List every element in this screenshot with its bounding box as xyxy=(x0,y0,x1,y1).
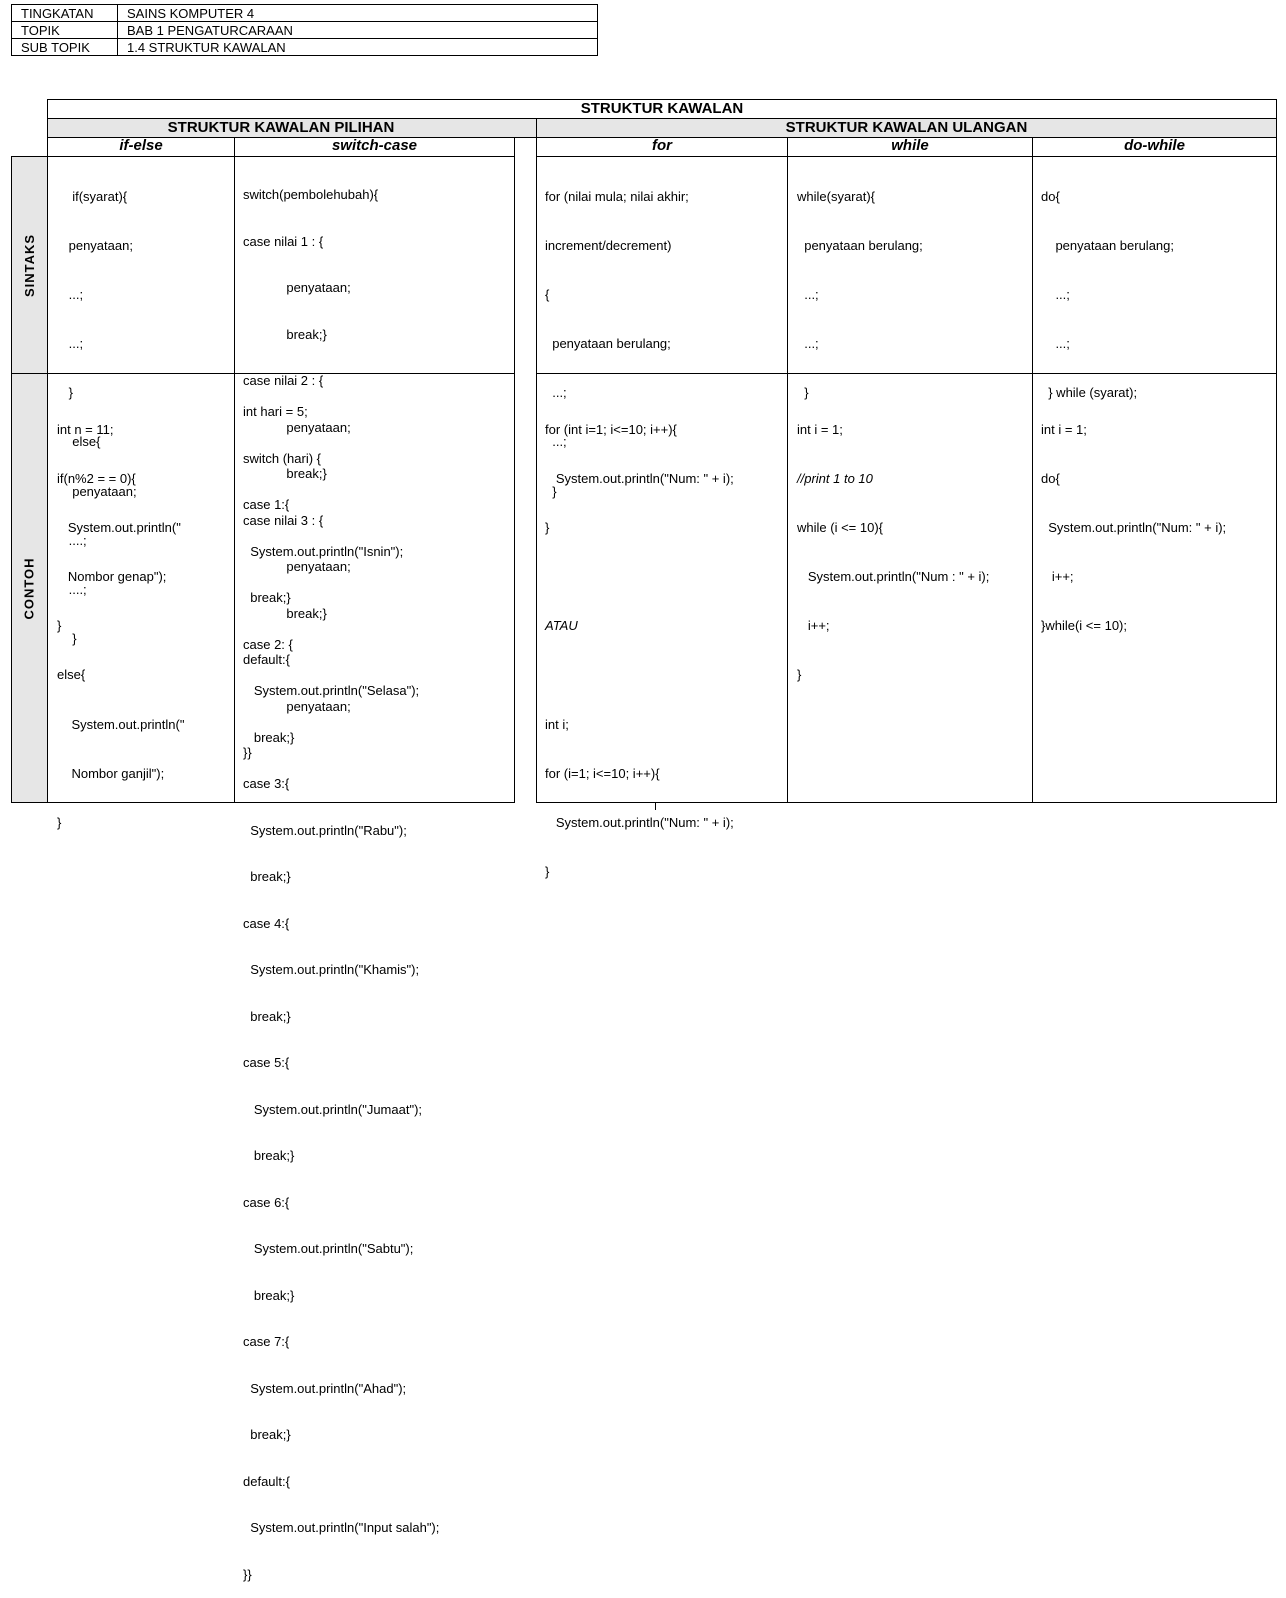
code-line: penyataan; xyxy=(243,698,351,714)
col-header-switch-case: switch-case xyxy=(234,137,515,157)
code-line: ...; xyxy=(545,385,567,401)
code-line: penyataan berulang; xyxy=(797,238,923,254)
code-line: int hari = 5; xyxy=(243,404,308,419)
code-line: System.out.println("Selasa"); xyxy=(243,683,420,698)
info-label: TOPIK xyxy=(12,22,118,39)
col-header-do-while: do-while xyxy=(1032,137,1277,157)
code-line: penyataan; xyxy=(65,238,133,254)
code-line: }while(i <= 10); xyxy=(1041,618,1127,634)
code-line: } xyxy=(65,385,73,401)
code-line: }} xyxy=(243,1566,252,1582)
code-line xyxy=(545,665,787,684)
code-line: break;} xyxy=(243,590,291,605)
code-line: case 3:{ xyxy=(243,776,290,791)
code-line: break;} xyxy=(243,326,327,342)
code-line: if(n%2 = = 0){ xyxy=(57,471,136,487)
code-line: case nilai 1 : { xyxy=(243,233,324,249)
code-line: int i = 1; xyxy=(1041,422,1087,437)
code-line: System.out.println("Num: " + i); xyxy=(545,814,734,830)
code-line: break;} xyxy=(243,1287,295,1303)
group-pilihan-header: STRUKTUR KAWALAN PILIHAN xyxy=(47,118,515,138)
code-line: System.out.println(" xyxy=(57,716,185,732)
code-line: ....; xyxy=(65,532,87,548)
code-line: for (int i=1; i<=10; i++){ xyxy=(545,422,677,437)
code-line: { xyxy=(545,287,550,303)
info-label: TINGKATAN xyxy=(12,5,118,22)
code-line: do{ xyxy=(1041,189,1060,204)
code-line: penyataan; xyxy=(65,483,137,499)
code-line: break;} xyxy=(243,1427,291,1442)
info-value: SAINS KOMPUTER 4 xyxy=(118,5,598,22)
code-line: } xyxy=(65,630,77,646)
code-line: break;} xyxy=(243,869,291,884)
code-line: } xyxy=(57,814,62,830)
code-line: } xyxy=(545,483,557,499)
code-line: Nombor genap"); xyxy=(57,569,167,585)
info-label: SUB TOPIK xyxy=(12,39,118,56)
code-line: penyataan berulang; xyxy=(545,336,671,352)
sintaks-while-cell xyxy=(787,156,1033,401)
code-line: System.out.println("Num: " + i); xyxy=(1041,520,1227,536)
code-line: case 1:{ xyxy=(243,497,290,512)
code-line: if(syarat){ xyxy=(65,189,128,204)
info-row-tingkatan xyxy=(12,5,598,22)
code-line: System.out.println("Rabu"); xyxy=(243,822,407,838)
info-row-subtopik xyxy=(12,39,598,56)
code-line: case nilai 2 : { xyxy=(243,373,324,388)
contoh-if-else-cell xyxy=(47,373,235,830)
code-line: ...; xyxy=(65,287,84,303)
code-line: case 6:{ xyxy=(243,1194,290,1210)
contoh-while-cell xyxy=(787,373,1033,803)
code-line: break;} xyxy=(243,1148,295,1163)
code-line: default:{ xyxy=(243,1473,290,1489)
code-line: for (nilai mula; nilai akhir; xyxy=(545,189,689,204)
col-header-while: while xyxy=(787,137,1033,157)
row-label-contoh xyxy=(11,373,48,803)
code-line: System.out.println("Input salah"); xyxy=(243,1520,440,1535)
code-line: ...; xyxy=(65,336,84,352)
info-value: BAB 1 PENGATURCARAAN xyxy=(118,22,598,39)
code-line: break;} xyxy=(243,1008,291,1024)
code-line: ....; xyxy=(65,581,87,597)
code-line: System.out.println("Num: " + i); xyxy=(545,471,734,487)
col-header-for: for xyxy=(536,137,788,157)
info-value: 1.4 STRUKTUR KAWALAN xyxy=(118,39,598,56)
code-line: } xyxy=(545,520,550,536)
code-line: }} xyxy=(243,745,252,760)
code-line: case 4:{ xyxy=(243,915,290,931)
contoh-for-cell xyxy=(536,373,788,879)
code-line: ...; xyxy=(1041,287,1070,303)
code-line: else{ xyxy=(57,667,86,683)
code-line: ...; xyxy=(1041,336,1070,352)
code-line: i++; xyxy=(1041,569,1074,585)
code-line: System.out.println("Isnin"); xyxy=(243,543,404,559)
code-line: System.out.println(" xyxy=(57,520,181,536)
code-line: else{ xyxy=(65,434,101,450)
sintaks-do-while-cell xyxy=(1032,156,1277,401)
group-ulangan-header: STRUKTUR KAWALAN ULANGAN xyxy=(536,118,1277,138)
code-line: case nilai 3 : { xyxy=(243,512,324,528)
code-line: ...; xyxy=(545,434,567,450)
code-line: System.out.println("Num : " + i); xyxy=(797,569,990,585)
code-line: int i = 1; xyxy=(797,422,843,437)
info-row-topik xyxy=(12,22,598,39)
row-label-contoh-text: CONTOH xyxy=(22,556,38,620)
code-line: increment/decrement) xyxy=(545,238,672,254)
contoh-switch-case-cell xyxy=(234,373,515,1582)
code-line: penyataan berulang; xyxy=(1041,238,1174,254)
info-table xyxy=(11,4,598,56)
code-line: switch(pembolehubah){ xyxy=(243,187,379,202)
code-line: System.out.println("Jumaat"); xyxy=(243,1101,423,1117)
code-line: switch (hari) { xyxy=(243,450,322,466)
main-title: STRUKTUR KAWALAN xyxy=(47,99,1277,119)
code-line: } xyxy=(797,385,809,401)
code-line: penyataan; xyxy=(243,419,351,435)
contoh-do-while-cell xyxy=(1032,373,1277,803)
code-line: System.out.println("Sabtu"); xyxy=(243,1241,414,1256)
col-header-if-else: if-else xyxy=(47,137,235,157)
code-line: int i; xyxy=(545,716,569,732)
code-line-atau: ATAU xyxy=(545,618,578,634)
code-line: while(syarat){ xyxy=(797,189,876,204)
code-line: break;} xyxy=(243,605,327,621)
page-divider xyxy=(655,803,656,810)
code-line: for (i=1; i<=10; i++){ xyxy=(545,765,660,781)
code-line: case 5:{ xyxy=(243,1055,290,1070)
code-line: while (i <= 10){ xyxy=(797,520,883,536)
code-line: break;} xyxy=(243,466,327,481)
code-line: penyataan; xyxy=(243,559,351,574)
code-line: i++; xyxy=(797,618,830,634)
code-line: penyataan; xyxy=(243,280,351,295)
code-line: } xyxy=(797,667,802,683)
code-line: } while (syarat); xyxy=(1041,385,1138,401)
gap-cell xyxy=(514,118,537,138)
code-line xyxy=(545,567,787,586)
code-line: do{ xyxy=(1041,471,1060,487)
code-line: int n = 11; xyxy=(57,422,114,437)
code-line: } xyxy=(57,618,62,634)
code-comment: //print 1 to 10 xyxy=(797,471,873,487)
row-label-sintaks xyxy=(11,156,48,374)
code-line: System.out.println("Ahad"); xyxy=(243,1380,407,1396)
code-line: } xyxy=(545,863,550,879)
code-line: case 7:{ xyxy=(243,1334,290,1349)
code-line: break;} xyxy=(243,729,295,745)
code-line: case 2: { xyxy=(243,636,293,652)
code-line: ...; xyxy=(797,336,819,352)
code-line: ...; xyxy=(797,287,819,303)
code-line: System.out.println("Khamis"); xyxy=(243,962,420,977)
code-line: default:{ xyxy=(243,652,290,667)
code-line: Nombor ganjil"); xyxy=(57,765,165,781)
row-label-sintaks-text: SINTAKS xyxy=(22,233,38,297)
